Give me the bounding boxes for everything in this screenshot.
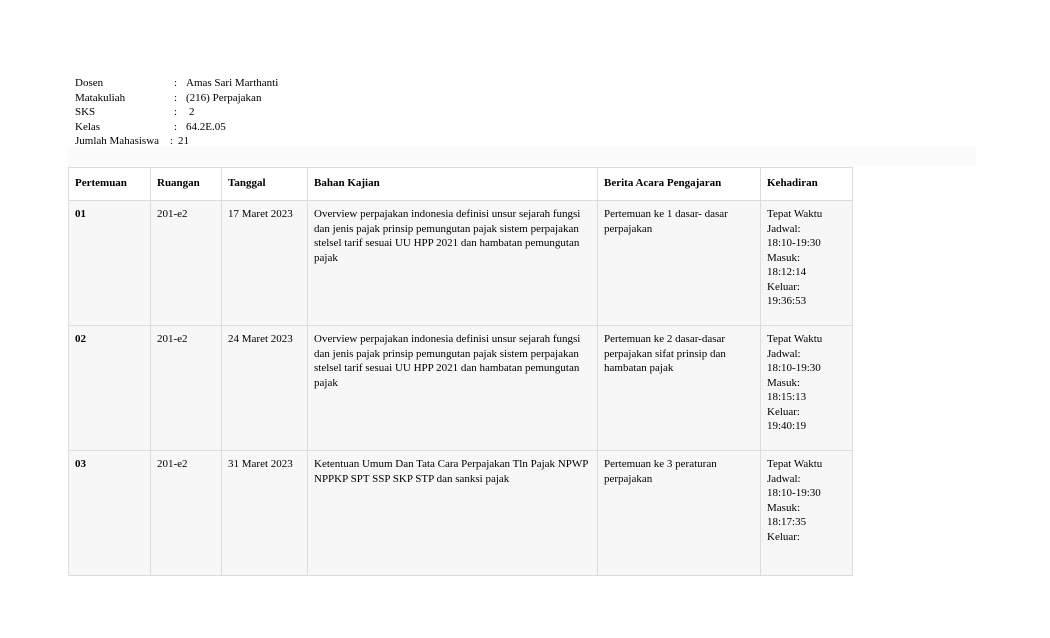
cell-kehadiran: [761, 201, 853, 326]
info-row-kelas: [75, 120, 278, 135]
cell-tanggal: 17 Maret 2023: [222, 201, 308, 326]
cell-bahan-kajian: Overview perpajakan indonesia definisi unsur sejarah fungsi dan jenis pajak prinsip pemungutan pajak sistem perpajakan stelsel tarif sesuai UU HPP 2021 dan hambatan pemungutan pajak: [308, 326, 598, 451]
table-row: [69, 451, 853, 576]
check-in-value: 18:17:35: [767, 516, 807, 528]
info-row-sks: [75, 105, 278, 120]
matakuliah-label: Matakuliah: [75, 91, 126, 104]
info-row-dosen: [75, 76, 278, 91]
dosen-value: Amas Sari Marthanti: [186, 77, 279, 89]
attendance-table: [68, 167, 853, 576]
column-header-ruangan: Ruangan: [151, 168, 222, 201]
schedule-label: Jadwal:: [767, 347, 801, 360]
schedule-label: Jadwal:: [767, 472, 801, 485]
sks-value: 2: [189, 106, 195, 118]
dosen-separator: :: [174, 77, 178, 89]
cell-ruangan: 201-e2: [151, 326, 222, 451]
header-band: [68, 147, 976, 167]
check-out-label: Keluar:: [767, 405, 800, 418]
check-in-label: Masuk:: [767, 376, 800, 389]
schedule-value: 18:10-19:30: [767, 487, 821, 499]
presence-status: Tepat Waktu: [767, 208, 823, 220]
presence-status: Tepat Waktu: [767, 333, 823, 345]
check-in-value: 18:12:14: [767, 266, 807, 278]
cell-pertemuan: 01: [69, 201, 151, 326]
matakuliah-separator: :: [174, 91, 178, 104]
info-row-matakuliah: [75, 91, 278, 106]
table-row: [69, 326, 853, 451]
matakuliah-value: (216) Perpajakan: [186, 91, 262, 104]
sks-label: SKS: [75, 106, 96, 118]
check-in-label: Masuk:: [767, 501, 800, 514]
column-header-kehadiran: Kehadiran: [761, 168, 853, 201]
cell-kehadiran: [761, 326, 853, 451]
cell-berita-acara: Pertemuan ke 2 dasar-dasar perpajakan sifat prinsip dan hambatan pajak: [598, 326, 761, 451]
schedule-value: 18:10-19:30: [767, 362, 821, 374]
cell-kehadiran: [761, 451, 853, 576]
cell-ruangan: 201-e2: [151, 201, 222, 326]
cell-ruangan: 201-e2: [151, 451, 222, 576]
schedule-value: 18:10-19:30: [767, 237, 821, 249]
schedule-label: Jadwal:: [767, 222, 801, 235]
check-in-value: 18:15:13: [767, 391, 807, 403]
check-out-label: Keluar:: [767, 280, 800, 293]
cell-pertemuan: 03: [69, 451, 151, 576]
column-header-pertemuan: Pertemuan: [69, 168, 151, 201]
cell-bahan-kajian: Ketentuan Umum Dan Tata Cara Perpajakan Tln Pajak NPWP NPPKP SPT SSP SKP STP dan sanksi pajak: [308, 451, 598, 576]
course-info: [75, 76, 278, 149]
cell-bahan-kajian: Overview perpajakan indonesia definisi unsur sejarah fungsi dan jenis pajak prinsip pemungutan pajak sistem perpajakan stelsel tarif sesuai UU HPP 2021 dan hambatan pemungutan pajak: [308, 201, 598, 326]
jumlah-separator: :: [170, 135, 174, 147]
check-out-label: Keluar:: [767, 530, 800, 543]
column-header-berita-acara: Berita Acara Pengajaran: [598, 168, 761, 201]
presence-status: Tepat Waktu: [767, 458, 823, 470]
column-header-tanggal: Tanggal: [222, 168, 308, 201]
cell-tanggal: 31 Maret 2023: [222, 451, 308, 576]
cell-tanggal: 24 Maret 2023: [222, 326, 308, 451]
check-in-label: Masuk:: [767, 251, 800, 264]
cell-pertemuan: 02: [69, 326, 151, 451]
kelas-label: Kelas: [75, 120, 101, 133]
cell-berita-acara: Pertemuan ke 1 dasar- dasar perpajakan: [598, 201, 761, 326]
kelas-separator: :: [174, 120, 178, 133]
kelas-value: 64.2E.05: [186, 120, 226, 133]
column-header-bahan-kajian: Bahan Kajian: [308, 168, 598, 201]
jumlah-value: 21: [178, 135, 189, 147]
table-row: [69, 201, 853, 326]
table-header-row: [69, 168, 853, 201]
cell-berita-acara: Pertemuan ke 3 peraturan perpajakan: [598, 451, 761, 576]
check-out-value: 19:40:19: [767, 420, 807, 432]
jumlah-label: Jumlah Mahasiswa: [75, 135, 160, 147]
sks-separator: :: [174, 106, 178, 118]
check-out-value: 19:36:53: [767, 295, 807, 307]
dosen-label: Dosen: [75, 77, 104, 89]
